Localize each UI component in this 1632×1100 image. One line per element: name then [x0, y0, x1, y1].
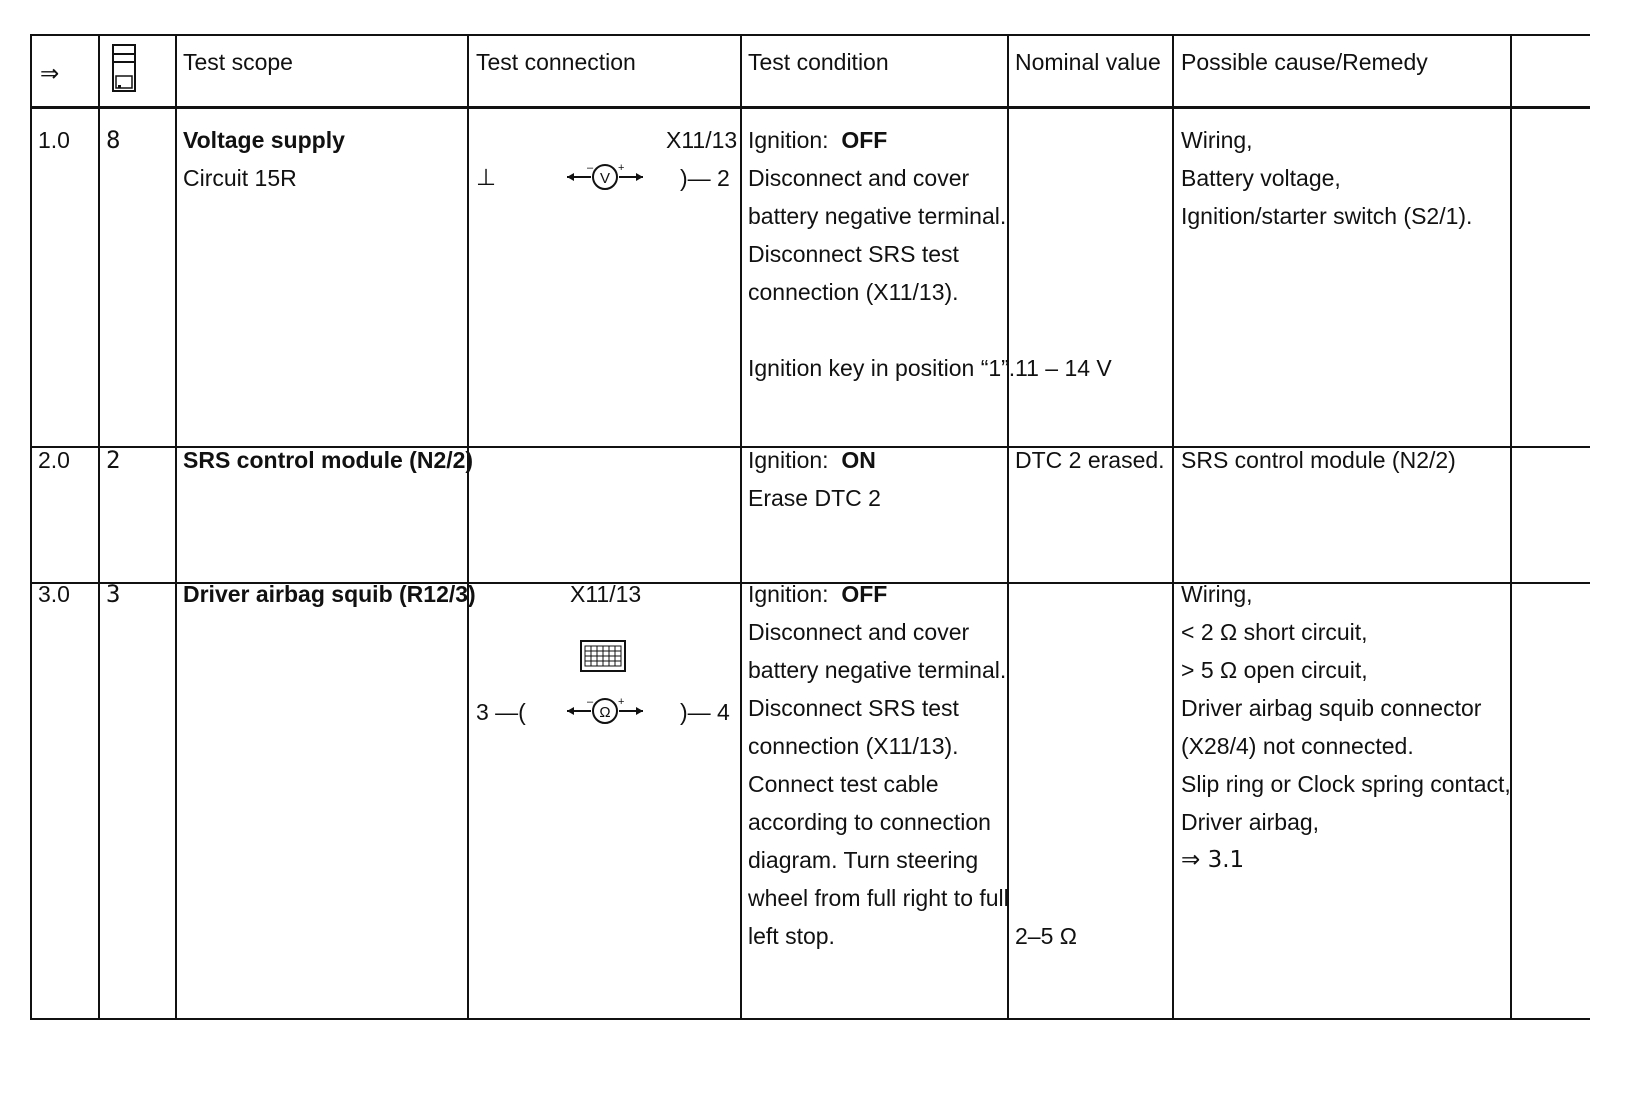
svg-text:Ω: Ω [599, 704, 611, 721]
row-3-condition-line-5: connection (X11/13). [748, 733, 959, 759]
row-1-cause-line-2: Battery voltage, [1181, 165, 1341, 191]
svg-text:+: + [618, 696, 625, 708]
row-1-condition-line-4: Disconnect SRS test [748, 241, 959, 267]
row-2-condition-line-2: Erase DTC 2 [748, 485, 881, 511]
col-rule-5 [1007, 34, 1009, 1020]
row-2-cause-line-1: SRS control module (N2/2) [1181, 447, 1456, 473]
svg-text:+: + [618, 162, 625, 174]
header-arrow: ⇒ [40, 61, 60, 87]
row-1-nominal: 11 – 14 V [1015, 355, 1112, 381]
row-1-step: 1.0 [38, 127, 70, 153]
col-rule-2 [175, 34, 177, 1020]
row-3-cause-line-4: Driver airbag squib connector [1181, 695, 1482, 721]
row-3-pin-right: )— 4 [680, 699, 730, 725]
row-1-scope-title: Voltage supply [183, 127, 345, 153]
row-1-cause-line-3: Ignition/starter switch (S2/1). [1181, 203, 1473, 229]
svg-text:–: – [587, 696, 594, 708]
row-1-cause-line-1: Wiring, [1181, 127, 1253, 153]
ground-symbol-icon: ⊥ [476, 165, 497, 191]
row-1-connector-label: X11/13 [666, 127, 738, 153]
row-1-condition-line-6: Ignition key in position “1”. [748, 355, 1016, 381]
row-3-condition-line-7: according to connection [748, 809, 991, 835]
row-3-cause-line-7: Driver airbag, [1181, 809, 1320, 835]
header-test-connection: Test connection [476, 49, 636, 75]
row-3-cause-line-6: Slip ring or Clock spring contact, [1181, 771, 1511, 797]
row-3-condition-line-6: Connect test cable [748, 771, 939, 797]
header-test-scope: Test scope [183, 49, 293, 75]
row-3-cause-line-8: ⇒ 3.1 [1181, 847, 1245, 873]
row-1-condition-line-1: Ignition: OFF [748, 127, 888, 153]
blink-tester-icon [112, 44, 136, 106]
row-3-step: 3.0 [38, 581, 70, 607]
svg-text:V: V [599, 170, 611, 187]
row-1-pin-right: )— 2 [680, 165, 730, 191]
row-1-scope-sub: Circuit 15R [183, 165, 297, 191]
row-3-cause-line-5: (X28/4) not connected. [1181, 733, 1414, 759]
row-2-condition-line-1: Ignition: ON [748, 447, 876, 473]
header-nominal-value: Nominal value [1015, 49, 1161, 75]
row-3-cause-line-2: < 2 Ω short circuit, [1181, 619, 1368, 645]
row-3-nominal: 2–5 Ω [1015, 923, 1077, 949]
header-test-condition: Test condition [748, 49, 889, 75]
row-1-condition-line-5: connection (X11/13). [748, 279, 959, 305]
row-1-condition-line-3: battery negative terminal. [748, 203, 1007, 229]
col-rule-7 [1510, 34, 1512, 1020]
test-cable-icon [580, 640, 626, 686]
row-3-connector-label: X11/13 [570, 581, 642, 607]
row-3-condition-line-8: diagram. Turn steering [748, 847, 979, 873]
row-1-condition-line-2: Disconnect and cover [748, 165, 970, 191]
test-table [30, 34, 1590, 1050]
row-2-code: 2 [106, 446, 121, 474]
svg-text:–: – [587, 162, 594, 174]
table-top-rule [30, 34, 1590, 36]
row-1-code: 8 [106, 126, 121, 154]
row-3-condition-line-10: left stop. [748, 923, 835, 949]
row-3-scope-title: Driver airbag squib (R12/3) [183, 581, 476, 607]
header-bottom-rule [30, 106, 1590, 109]
header-possible-cause: Possible cause/Remedy [1181, 49, 1428, 75]
col-rule-6 [1172, 34, 1174, 1020]
row-3-pin-left: 3 —( [476, 699, 526, 725]
row-3-condition-line-4: Disconnect SRS test [748, 695, 959, 721]
row-3-condition-line-2: Disconnect and cover [748, 619, 970, 645]
row-3-code: 3 [106, 580, 121, 608]
col-rule-1 [98, 34, 100, 1020]
row-3-condition-line-1: Ignition: OFF [748, 581, 888, 607]
row-3-condition-line-9: wheel from full right to full [748, 885, 1009, 911]
ohmmeter-icon [565, 696, 645, 738]
table-bottom-rule [30, 1018, 1590, 1020]
col-rule-4 [740, 34, 742, 1020]
voltmeter-icon [565, 162, 645, 204]
col-rule-3 [467, 34, 469, 1020]
row-3-cause-line-1: Wiring, [1181, 581, 1253, 607]
row-3-cause-line-3: > 5 Ω open circuit, [1181, 657, 1368, 683]
col-rule-0 [30, 34, 32, 1020]
row-3-condition-line-3: battery negative terminal. [748, 657, 1007, 683]
row-2-nominal: DTC 2 erased. [1015, 447, 1165, 473]
row-2-step: 2.0 [38, 447, 70, 473]
row-2-scope-title: SRS control module (N2/2) [183, 447, 474, 473]
